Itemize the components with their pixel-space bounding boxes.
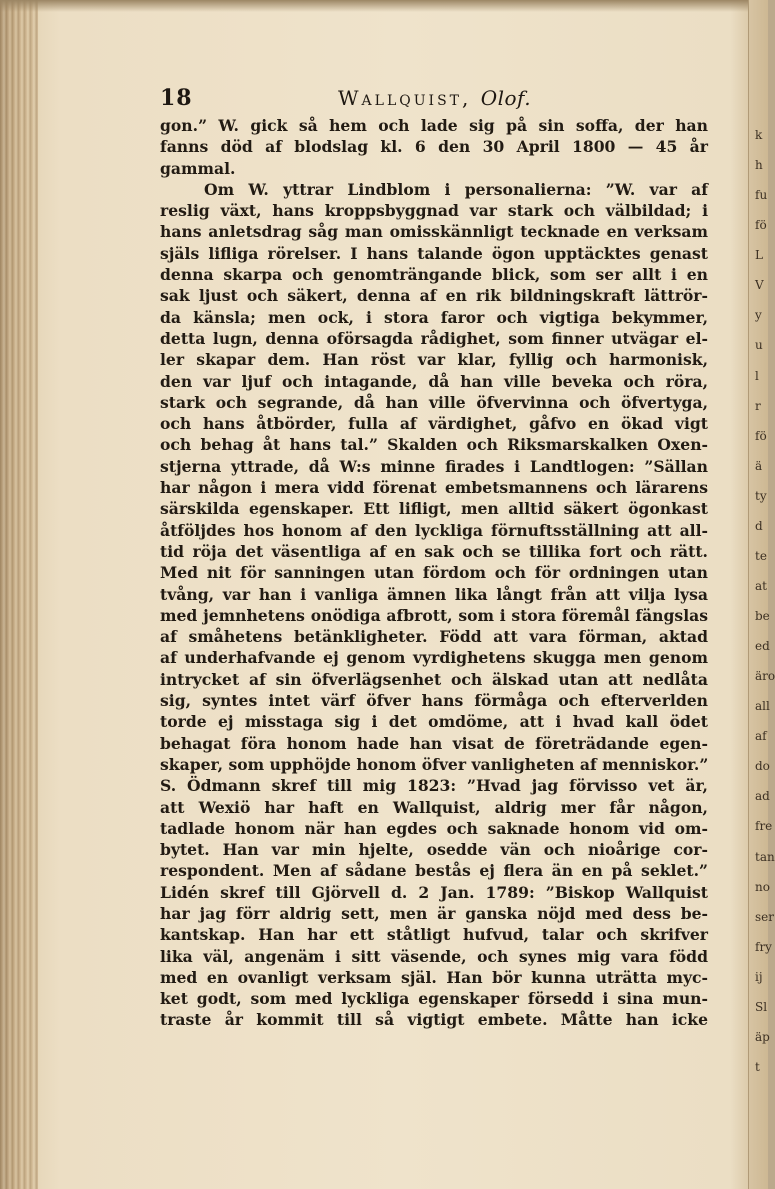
text-line: med en ovanligt verksam själ. Han bör kunna uträtta myc- — [160, 967, 708, 987]
text-line: tvång, var han i vanliga ämnen lika långt från att vilja lysa — [160, 584, 708, 604]
facing-page-fragment: l — [755, 369, 759, 383]
facing-page-fragment: h — [755, 158, 763, 172]
text-line: har jag förr aldrig sett, men är ganska nöjd med dess be- — [160, 903, 708, 923]
text-line: sak ljust och säkert, denna af en rik bildningskraft lättrör- — [160, 286, 708, 306]
text-line: denna skarpa och genomträngande blick, som ser allt i en — [160, 265, 708, 285]
facing-page-fragment: af — [755, 729, 767, 743]
text-line: den var ljuf och intagande, då han ville beveka och röra, — [160, 371, 708, 391]
facing-page-fragment: at — [755, 579, 767, 593]
text-line: särskilda egenskaper. Ett lifligt, men alltid säkert ögonkast — [160, 499, 708, 519]
facing-page-fragment: ser — [755, 910, 774, 924]
text-line: och behag åt hans tal.” Skalden och Riksmarskalken Oxen- — [160, 435, 708, 455]
text-line: själs lifliga rörelser. I hans talande ögon upptäcktes genast — [160, 243, 708, 263]
text-line: Lidén skref till Gjörvell d. 2 Jan. 1789: ”Biskop Wallquist — [160, 882, 708, 902]
facing-page-fragment: fö — [755, 218, 767, 232]
page-top-edge — [0, 0, 767, 12]
facing-page-fragment: no — [755, 880, 770, 894]
text-line: med jemnhetens onödiga afbrott, som i stora föremål fängslas — [160, 605, 708, 625]
text-line: ket godt, som med lyckliga egenskaper försedd i sina mun- — [160, 989, 708, 1009]
facing-page-fragment: k — [755, 128, 763, 142]
text-line: stark och segrande, då han ville öfvervinna och öfvertyga, — [160, 392, 708, 412]
page-header — [160, 85, 708, 115]
facing-page-fragment: L — [755, 248, 763, 262]
facing-page-fragment: d — [755, 519, 763, 533]
text-line: behagat föra honom hade han visat de företrädande egen- — [160, 733, 708, 753]
facing-page-fragment: äp — [755, 1030, 770, 1044]
facing-page-fragment: ad — [755, 789, 770, 803]
page-number: 18 — [160, 85, 193, 111]
facing-page-fragment: r — [755, 399, 761, 413]
text-line: fanns död af blodslag kl. 6 den 30 April 1800 — 45 år — [160, 137, 708, 157]
facing-page-edge — [748, 0, 775, 1189]
facing-page-fragment: be — [755, 609, 770, 623]
text-line: ler skapar dem. Han röst var klar, fyllig och harmonisk, — [160, 350, 708, 370]
text-line: åtföljdes hos honom af den lyckliga förnuftsställning att all- — [160, 520, 708, 540]
facing-page-fragment: ty — [755, 489, 767, 503]
facing-page-fragment: tan — [755, 850, 775, 864]
facing-page-fragment: Sl — [755, 1000, 768, 1014]
running-head-surname: Wallquist, — [338, 86, 472, 110]
text-line: lika väl, angenäm i sitt väsende, och synes mig vara född — [160, 946, 708, 966]
body-text — [160, 115, 708, 1031]
facing-page-fragment: fö — [755, 429, 767, 443]
facing-page-fragment: fry — [755, 940, 772, 954]
text-line: S. Ödmann skref till mig 1823: ”Hvad jag förvisso vet är, — [160, 776, 708, 796]
text-line: detta lugn, denna oförsagda rådighet, som finner utvägar el- — [160, 328, 708, 348]
facing-page-fragment: fu — [755, 188, 768, 202]
text-line: respondent. Men af sådane bestås ej flera än en på seklet.” — [160, 861, 708, 881]
facing-page-fragment: do — [755, 759, 770, 773]
text-line: har någon i mera vidd förenat embetsmannens och lärarens — [160, 478, 708, 498]
facing-page-fragment: ij — [755, 970, 763, 984]
book-binding-gutter — [0, 0, 38, 1189]
text-line: gon.” W. gick så hem och lade sig på sin soffa, der han — [160, 116, 708, 135]
book-page — [160, 85, 708, 1031]
text-line: af småhetens betänkligheter. Född att vara förman, aktad — [160, 627, 708, 647]
text-line: och hans åtbörder, fulla af värdighet, gåfvo en ökad vigt — [160, 414, 708, 434]
text-line: gammal. — [160, 158, 236, 178]
text-line: reslig växt, hans kroppsbyggnad var stark och välbildad; i — [160, 201, 708, 221]
facing-page-fragment: all — [755, 699, 770, 713]
text-line: torde ej misstaga sig i det omdöme, att i hvad kall ödet — [160, 712, 708, 732]
text-line: Om W. yttrar Lindblom i personalierna: ”W. var af — [204, 179, 708, 199]
text-line: stjerna yttrade, då W:s minne firades i Landtlogen: ”Sällan — [160, 456, 708, 476]
text-line: tid röja det väsentliga af en sak och se tillika fort och rätt. — [160, 541, 708, 561]
text-line: Med nit för sanningen utan fördom och för ordningen utan — [160, 563, 708, 583]
text-line: intrycket af sin öfverlägsenhet och älskad utan att nedlåta — [160, 669, 708, 689]
facing-page-fragment: te — [755, 549, 767, 563]
text-line: traste år kommit till så vigtigt embete. Måtte han icke — [160, 1010, 708, 1030]
facing-page-fragment: V — [755, 278, 764, 292]
facing-page-fragment: u — [755, 338, 763, 352]
facing-page-fragment: äro — [755, 669, 775, 683]
text-line: da känsla; men ock, i stora faror och vigtiga bekymmer, — [160, 307, 708, 327]
facing-page-fragment: t — [755, 1060, 760, 1074]
facing-page-fragment: fre — [755, 819, 773, 833]
text-line: skaper, som upphöjde honom öfver vanligheten af menniskor.” — [160, 754, 709, 774]
facing-page-fragment: ed — [755, 639, 770, 653]
text-line: sig, syntes intet värf öfver hans förmåga och efterverlden — [160, 691, 708, 711]
text-line: bytet. Han var min hjelte, osedde vän och nioårige cor- — [160, 840, 708, 860]
text-line: tadlade honom när han egdes och saknade honom vid om- — [160, 818, 708, 838]
running-head-given-name: Olof. — [480, 86, 532, 110]
facing-page-fragment: y — [755, 308, 762, 322]
facing-page-fragment: ä — [755, 459, 763, 473]
text-line: hans anletsdrag såg man omisskännligt tecknade en verksam — [160, 222, 708, 242]
running-head — [338, 86, 531, 110]
text-line: att Wexiö har haft en Wallquist, aldrig mer får någon, — [160, 797, 708, 817]
text-line: kantskap. Han har ett ståtligt hufvud, talar och skrifver — [160, 925, 708, 945]
text-line: af underhafvande ej genom vyrdighetens skugga men genom — [160, 648, 708, 668]
